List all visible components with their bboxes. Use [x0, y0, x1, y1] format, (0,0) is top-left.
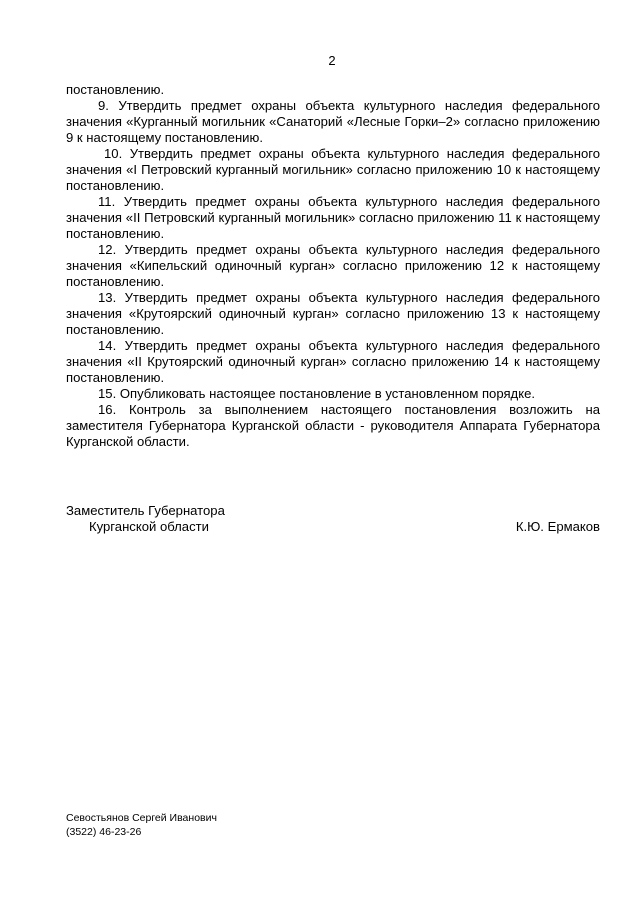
paragraph-continuation: постановлению. — [66, 82, 165, 97]
signature-row — [66, 519, 600, 535]
paragraph-item-11: 11. Утвердить предмет охраны объекта культурного наследия федерального значения «II Петровский курганный могильник» согласно приложению 11 к настоящему постановлению. — [66, 194, 600, 241]
page-number: 2 — [328, 53, 336, 68]
paragraph-item-15: 15. Опубликовать настоящее постановление в установленном порядке. — [98, 386, 535, 401]
executor-phone: (3522) 46-23-26 — [66, 826, 142, 838]
executor-name: Севостьянов Сергей Иванович — [66, 812, 217, 824]
document-body — [66, 82, 600, 450]
paragraph-item-13: 13. Утвердить предмет охраны объекта культурного наследия федерального значения «Крутоярский одиночный курган» согласно приложению 13 к настоящему постановлению. — [66, 290, 600, 337]
signature-block — [66, 503, 600, 535]
paragraph-item-14: 14. Утвердить предмет охраны объекта культурного наследия федерального значения «II Крутоярский одиночный курган» согласно приложению 14 к настоящему постановлению. — [66, 338, 600, 385]
paragraph-item-16: 16. Контроль за выполнением настоящего постановления возложить на заместителя Губернатора Курганской области - руководителя Аппарата Губернатора Курганской области. — [66, 402, 600, 449]
paragraph-item-10: 10. Утвердить предмет охраны объекта культурного наследия федерального значения «I Петровский курганный могильник» согласно приложению 10 к настоящему постановлению. — [66, 146, 600, 193]
executor-info — [66, 811, 217, 839]
signatory-title-line1: Заместитель Губернатора — [66, 503, 225, 518]
signatory-title-line2: Курганской области — [89, 519, 209, 534]
signatory-name: К.Ю. Ермаков — [515, 519, 600, 534]
paragraph-item-9: 9. Утвердить предмет охраны объекта культурного наследия федерального значения «Курганный могильник «Санаторий «Лесные Горки–2» согласно приложению 9 к настоящему постановлению. — [66, 98, 600, 145]
paragraph-item-12: 12. Утвердить предмет охраны объекта культурного наследия федерального значения «Кипельский одиночный курган» согласно приложению 12 к настоящему постановлению. — [66, 242, 600, 289]
